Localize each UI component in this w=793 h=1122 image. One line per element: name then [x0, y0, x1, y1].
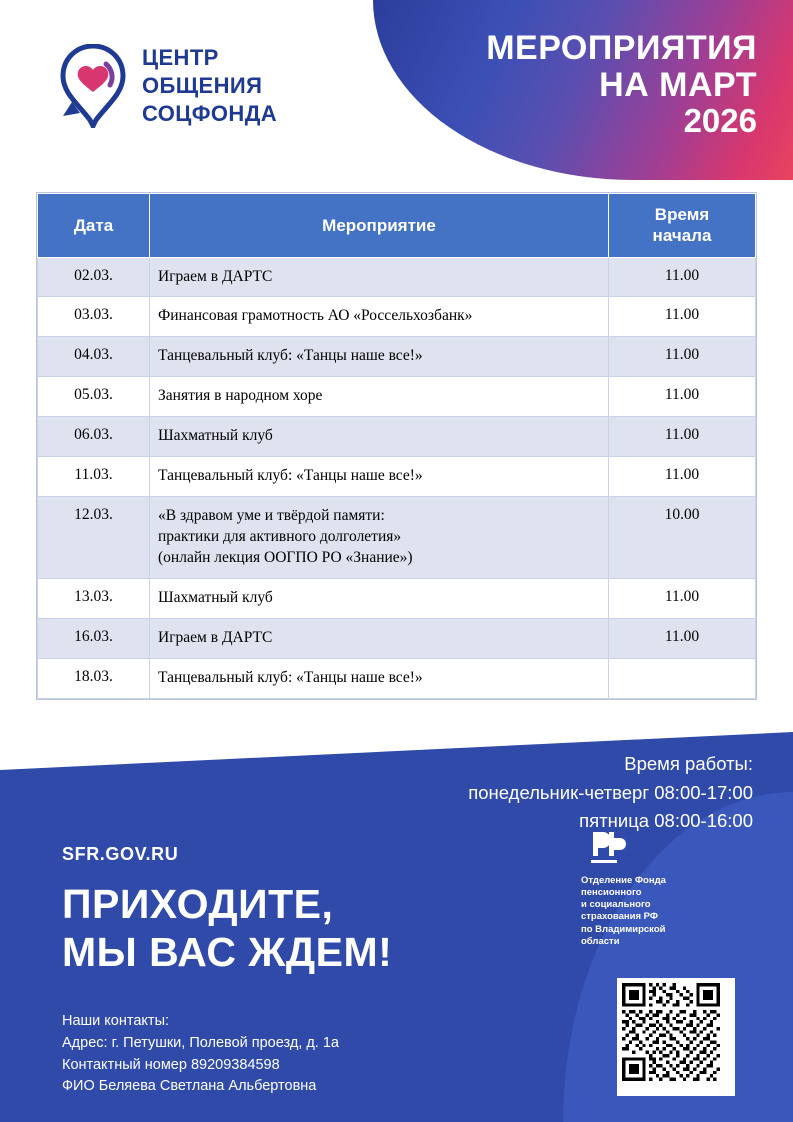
cell-time: 11.00 — [609, 297, 756, 337]
cell-time — [609, 658, 756, 698]
cell-event — [150, 257, 609, 297]
event-text-line: Шахматный клуб — [158, 588, 273, 606]
table-header-row — [38, 194, 756, 258]
contacts-block — [62, 1011, 339, 1098]
cell-date: 16.03. — [38, 618, 150, 658]
event-text-line: Шахматный клуб — [158, 427, 273, 445]
cell-event — [150, 337, 609, 377]
table-row — [38, 337, 756, 377]
sfr-caption-line: по Владимирской — [581, 923, 666, 935]
events-table-head — [38, 194, 756, 258]
cell-time: 11.00 — [609, 257, 756, 297]
cell-date: 18.03. — [38, 658, 150, 698]
table-row — [38, 497, 756, 579]
contacts-title: Наши контакты: — [62, 1013, 170, 1029]
cell-event — [150, 457, 609, 497]
event-text-line: Играем в ДАРТС — [158, 628, 273, 646]
cell-time: 11.00 — [609, 377, 756, 417]
poster-title-line-1: МЕРОПРИЯТИЯ — [486, 29, 757, 67]
cell-event — [150, 297, 609, 337]
event-text-line: практики для активного долголетия» — [158, 527, 402, 545]
page-header — [0, 0, 793, 180]
sfr-caption-line: и социального — [581, 899, 651, 911]
logo-line-3: СОЦФОНДА — [142, 101, 278, 127]
event-text-line: Танцевальный клуб: «Танцы наше все!» — [158, 668, 423, 686]
cell-time: 10.00 — [609, 497, 756, 579]
cell-event — [150, 417, 609, 457]
poster-title — [486, 30, 757, 139]
contacts-phone: Контактный номер 89209384598 — [62, 1056, 280, 1073]
sfr-branding — [581, 824, 731, 948]
working-hours-friday: пятница 08:00-16:00 — [579, 810, 753, 832]
cell-time: 11.00 — [609, 578, 756, 618]
poster-title-line-2: НА МАРТ — [599, 65, 757, 104]
qr-code[interactable] — [617, 978, 735, 1096]
contacts-address: Адрес: г. Петушки, Полевой проезд, д. 1а — [62, 1034, 339, 1051]
column-header-time-line-2: начала — [652, 226, 712, 246]
heart-pin-logo-icon — [60, 44, 126, 128]
events-table-body — [38, 257, 756, 698]
cell-time: 11.00 — [609, 417, 756, 457]
table-row — [38, 377, 756, 417]
organization-logo — [60, 44, 277, 128]
cell-date: 04.03. — [38, 337, 150, 377]
poster-title-line-3: 2026 — [683, 102, 757, 140]
logo-line-2: ОБЩЕНИЯ — [142, 73, 263, 99]
logo-text — [142, 44, 277, 128]
cell-date: 12.03. — [38, 497, 150, 579]
event-text-line: Финансовая грамотность АО «Россельхозбанк» — [158, 307, 473, 325]
cell-date: 05.03. — [38, 377, 150, 417]
slogan-line-1: ПРИХОДИТЕ, — [62, 881, 334, 927]
sfr-caption-line: страхования РФ — [581, 911, 658, 923]
events-table — [37, 193, 756, 699]
table-row — [38, 257, 756, 297]
table-row — [38, 578, 756, 618]
logo-line-1: ЦЕНТР — [142, 45, 219, 70]
contacts-person: ФИО Беляева Светлана Альбертовна — [62, 1078, 317, 1095]
table-row — [38, 417, 756, 457]
table-row — [38, 297, 756, 337]
events-table-container — [36, 192, 757, 700]
column-header-date: Дата — [38, 194, 150, 258]
cell-date: 06.03. — [38, 417, 150, 457]
column-header-time-line-1: Время — [654, 205, 710, 224]
cell-event — [150, 497, 609, 579]
cell-time: 11.00 — [609, 457, 756, 497]
cell-date: 03.03. — [38, 297, 150, 337]
event-text-line: Занятия в народном хоре — [158, 387, 323, 405]
sfr-caption-line: области — [581, 935, 620, 947]
table-row — [38, 618, 756, 658]
cell-event — [150, 578, 609, 618]
cell-time: 11.00 — [609, 618, 756, 658]
website-url[interactable]: SFR.GOV.RU — [62, 844, 179, 864]
event-text-line: Танцевальный клуб: «Танцы наше все!» — [158, 347, 423, 365]
sfr-caption-line: пенсионного — [581, 887, 642, 899]
slogan — [62, 880, 392, 977]
cell-date: 13.03. — [38, 578, 150, 618]
table-row — [38, 658, 756, 698]
column-header-time — [609, 194, 756, 258]
working-hours-weekdays: понедельник-четверг 08:00-17:00 — [468, 781, 753, 803]
event-text-line: Танцевальный клуб: «Танцы наше все!» — [158, 467, 423, 485]
working-hours-title: Время работы: — [624, 753, 753, 774]
event-text-line: (онлайн лекция ООГПО РО «Знание») — [158, 548, 413, 566]
table-row — [38, 457, 756, 497]
cell-event — [150, 377, 609, 417]
cell-date: 02.03. — [38, 257, 150, 297]
sfr-caption-line: Отделение Фонда — [581, 875, 666, 886]
cell-time: 11.00 — [609, 337, 756, 377]
sfr-caption — [581, 875, 731, 948]
page-footer — [0, 732, 793, 1122]
cell-date: 11.03. — [38, 457, 150, 497]
cell-event — [150, 658, 609, 698]
sfr-logo-icon — [581, 857, 627, 874]
cell-event — [150, 618, 609, 658]
slogan-line-2: МЫ ВАС ЖДЕМ! — [62, 929, 393, 976]
event-text-line: Играем в ДАРТС — [158, 267, 273, 285]
column-header-event: Мероприятие — [150, 194, 609, 258]
event-text-line: «В здравом уме и твёрдой памяти: — [158, 507, 385, 525]
